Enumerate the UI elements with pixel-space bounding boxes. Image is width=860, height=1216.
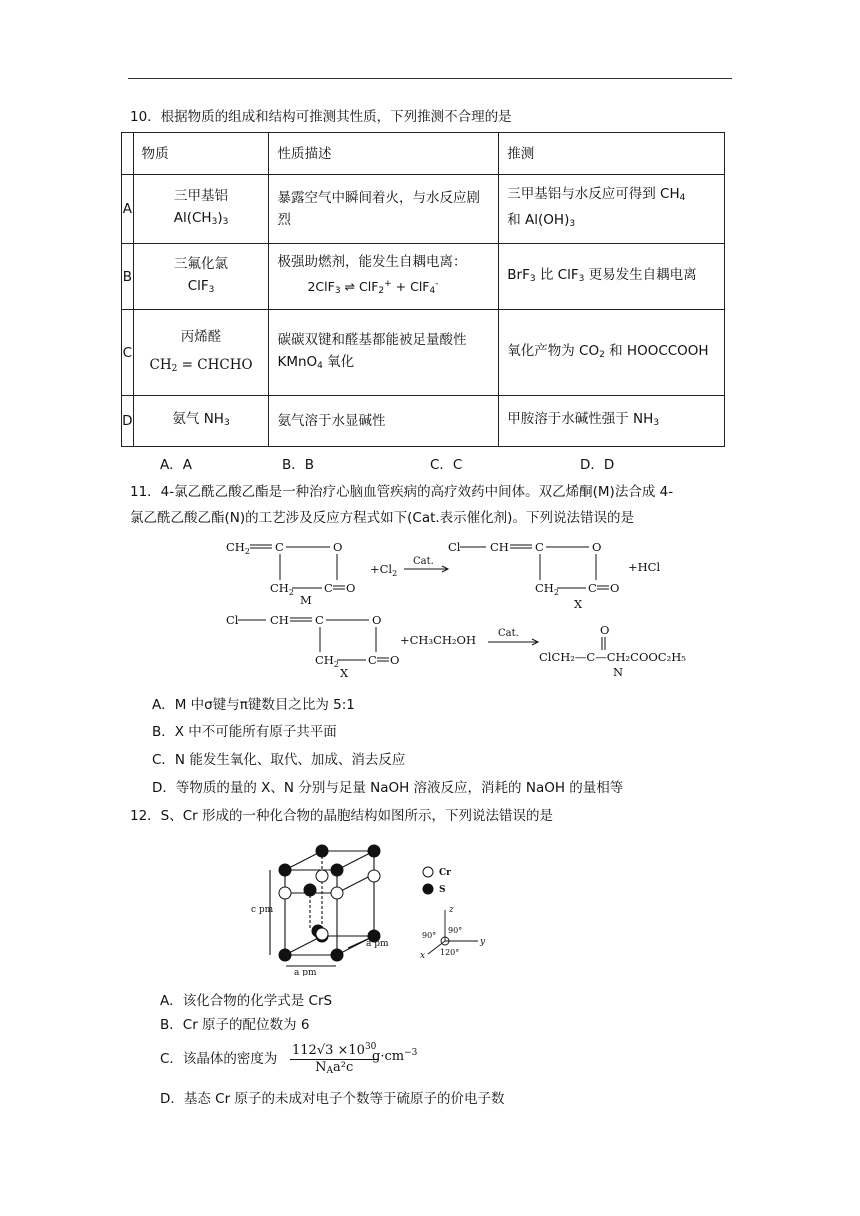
cr-atom <box>331 887 343 899</box>
reagent-ethanol: +CH₃CH₂OH <box>400 633 476 647</box>
q11-choice-c[interactable]: C．N 能发生氧化、取代、加成、消去反应 <box>152 752 406 768</box>
header-substance: 物质 <box>133 133 269 175</box>
cr-atom <box>368 870 380 882</box>
header-rule <box>128 78 732 79</box>
x-c-carbonyl: C <box>588 581 597 595</box>
q12-choice-d[interactable]: D．基态 Cr 原子的未成对电子个数等于硫原子的价电子数 <box>160 1091 505 1107</box>
a-pm-label-side: a pm <box>366 939 389 949</box>
n-o: O <box>600 623 610 637</box>
legend-cr-marker <box>423 867 433 877</box>
label-x: X <box>574 597 583 611</box>
q12-choice-c[interactable]: C．该晶体的密度为 <box>160 1051 278 1067</box>
x-ch2-ring: $CH_2$ <box>535 581 559 597</box>
a-pm-label-bottom: a pm <box>294 968 317 976</box>
label-n: N <box>613 665 624 678</box>
x-o-carbonyl: O <box>610 581 620 595</box>
option-b[interactable]: B．B <box>282 457 315 473</box>
row-label: D <box>122 396 134 447</box>
row-label: C <box>122 310 134 396</box>
m-o-carbonyl: O <box>346 581 356 595</box>
legend-s-label: S <box>439 885 446 895</box>
table-row-a <box>122 175 725 244</box>
header-description: 性质描述 <box>269 133 499 175</box>
s-atom <box>279 864 291 876</box>
svg-text:90°: 90° <box>422 931 437 940</box>
x-c-top: C <box>535 540 544 554</box>
question-11-stem-line1: 11．4-氯乙酰乙酸乙酯是一种治疗心脑血管疾病的高疗效药中间体。双乙烯酮(M)法合成 4- <box>130 484 674 500</box>
table-row-b <box>122 244 725 310</box>
inference-cell: 甲胺溶于水碱性强于 $NH_3$ <box>499 396 725 447</box>
m-c-top: C <box>275 540 284 554</box>
option-c[interactable]: C．C <box>430 457 463 473</box>
description-cell: 碳碳双键和醛基都能被足量酸性 KMnO$_4$ 氧化 <box>269 310 499 396</box>
equilibrium-arrow-icon: ⇌ <box>344 279 356 294</box>
x-ch: CH <box>490 540 509 554</box>
question-11-stem-line2: 氯乙酰乙酸乙酯(N)的工艺涉及反应方程式如下(Cat.表示催化剂)。下列说法错误的是 <box>130 510 634 526</box>
catalyst-label-1: Cat. <box>413 556 434 567</box>
x2-c-top: C <box>315 613 324 627</box>
row-label: A <box>122 175 134 244</box>
substance-cell: 丙烯醛 $CH_2$ = CHCHO <box>133 310 269 396</box>
svg-text:90°: 90° <box>448 926 463 935</box>
q11-choice-a[interactable]: A．M 中σ键与π键数目之比为 5:1 <box>152 697 355 713</box>
m-o: O <box>333 540 343 554</box>
label-m: M <box>300 593 312 607</box>
svg-text:y: y <box>480 937 486 947</box>
x2-ch2-ring: $CH_2$ <box>315 653 339 669</box>
option-a[interactable]: A．A <box>160 457 192 473</box>
question-12-stem: 12．S、Cr 形成的一种化合物的晶胞结构如图所示，下列说法错误的是 <box>130 808 554 824</box>
substance-cell: 三氟化氯 ClF$_3$ <box>133 244 269 310</box>
ionization-equation: 2ClF$_3$ ⇌ ClF$_2$+ + ClF$_4$- <box>307 279 439 296</box>
row-label: B <box>122 244 134 310</box>
s-atom <box>316 845 328 857</box>
property-table <box>121 132 725 447</box>
table-header-row <box>122 133 725 175</box>
s-atom <box>331 864 343 876</box>
s-atom <box>368 845 380 857</box>
x2-o-carbonyl: O <box>390 653 400 667</box>
cr-atom <box>316 928 328 940</box>
q11-choice-b[interactable]: B．X 中不可能所有原子共平面 <box>152 724 337 740</box>
m-ch2: $CH_2$ <box>226 540 250 556</box>
x2-o: O <box>372 613 382 627</box>
x2-cl: Cl <box>226 613 239 627</box>
header-inference: 推测 <box>499 133 725 175</box>
x2-c-carbonyl: C <box>368 653 377 667</box>
q12-choice-b[interactable]: B．Cr 原子的配位数为 6 <box>160 1017 310 1033</box>
m-c-carbonyl: C <box>324 581 333 595</box>
s-atom <box>304 884 316 896</box>
question-10-stem: 10．根据物质的组成和结构可推测其性质，下列推测不合理的是 <box>130 109 512 125</box>
inference-cell: 氧化产物为 $CO_2$ 和 HOOCCOOH <box>499 310 725 396</box>
byproduct-hcl: +HCl <box>628 560 661 574</box>
cr-atom <box>279 887 291 899</box>
reaction-scheme <box>220 536 720 678</box>
c-pm-label: c pm <box>251 905 274 915</box>
x2-ch: CH <box>270 613 289 627</box>
catalyst-label-2: Cat. <box>498 628 519 639</box>
density-fraction <box>290 1039 378 1079</box>
crystal-cell-figure <box>250 838 500 976</box>
description-cell: 极强助燃剂，能发生自耦电离： 2ClF$_3$ ⇌ ClF$_2$+ + ClF$_4$- <box>269 244 499 310</box>
substance-cell: 氨气 $NH_3$ <box>133 396 269 447</box>
x-cl: Cl <box>448 540 461 554</box>
inference-cell: 三甲基铝与水反应可得到 $CH_4$ 和 $Al(OH)_3$ <box>499 175 725 244</box>
svg-text:z: z <box>449 905 454 915</box>
n-formula: ClCH₂—C—CH₂COOC₂H₅ <box>539 650 686 664</box>
m-ch2-ring: $CH_2$ <box>270 581 294 597</box>
q11-choice-d[interactable]: D．等物质的量的 X、N 分别与足量 NaOH 溶液反应，消耗的 NaOH 的量相等 <box>152 780 624 796</box>
inference-cell: BrF$_3$ 比 ClF$_3$ 更易发生自耦电离 <box>499 244 725 310</box>
table-row-c <box>122 310 725 396</box>
svg-text:x: x <box>420 951 426 961</box>
description-cell: 氨气溶于水显碱性 <box>269 396 499 447</box>
description-cell: 暴露空气中瞬间着火，与水反应剧烈 <box>269 175 499 244</box>
density-denominator: $N_Aa^2c$ <box>315 1060 354 1076</box>
density-numerator: $112√3 \times 10^{30}$ <box>290 1039 378 1060</box>
x-o: O <box>592 540 602 554</box>
q12-choice-a[interactable]: A．该化合物的化学式是 CrS <box>160 993 333 1009</box>
density-unit: $g\cdot cm^{-3}$ <box>372 1048 418 1064</box>
legend-s-marker <box>423 884 433 894</box>
option-d[interactable]: D．D <box>580 457 615 473</box>
substance-cell: 三甲基铝 $Al(CH_3)_3$ <box>133 175 269 244</box>
s-atom <box>331 949 343 961</box>
label-x-2: X <box>340 666 349 678</box>
cr-atom <box>316 870 328 882</box>
legend-cr-label: Cr <box>439 868 451 878</box>
svg-text:120°: 120° <box>440 948 460 957</box>
s-atom <box>279 949 291 961</box>
table-row-d <box>122 396 725 447</box>
reagent-cl2: $+Cl_2$ <box>370 562 398 578</box>
